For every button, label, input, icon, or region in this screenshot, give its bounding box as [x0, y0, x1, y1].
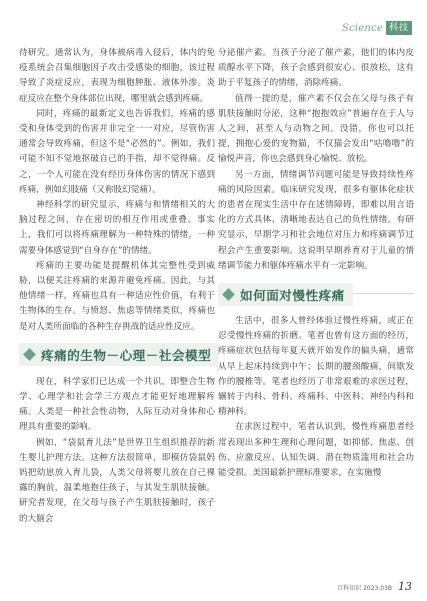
section-word: Science — [342, 22, 383, 34]
left-column — [19, 46, 215, 527]
paragraph: 例如，“袋鼠育儿法”是世界卫生组织推荐的新生婴儿护理方法。这种方法很简单，即模仿袋鼠妈妈把幼崽放入育儿袋，人类父母将婴儿放在自己裸露的胸前，温柔地抱住孩子，与其发生肌肤接触。研究者发现，在父母与孩子产生肌肤接触时，孩子的大脑会 — [19, 437, 215, 524]
section-tag — [342, 20, 412, 36]
section-heading — [218, 282, 414, 306]
paragraph: 待研究。通常认为，身体被病毒入侵后，体内的免疫系统会召集细胞因子攻击受感染的细胞，该过程导致了炎症反应，表现为细胞肿胀、液体外渗。炎症反应在整个身体部位出现，哪里就会感到疼痛。 — [19, 48, 215, 104]
right-column — [218, 46, 414, 481]
page-header — [0, 0, 427, 44]
page-number: 13 — [398, 580, 412, 593]
paragraph: 在求医过程中，笔者认识到，慢性疼痛患者经常表现出多种生理和心理问题，如抑郁、焦虑、创伤、应激反应、认知失调、潜在物质滥用和社会功能受损。美国最新护理标准要求，在实施慢 — [218, 422, 414, 479]
paragraph: 分泌催产素。当孩子分泌了催产素，他们的体内皮质醇水平下降，孩子会感到很安心、很放松，这有助于平复孩子的情绪，消除疼痛。 — [218, 48, 414, 89]
heading-title: 疼痛的生物－心理－社会模型 — [41, 348, 212, 364]
paragraph: 另一方面，情绪调节问题可能是导致持续性疼痛的风险因素。临床研究发现，很多有躯体化症状的患者在现实生活中存在述情障碍，即难以用言语化的方式具体、清晰地表达自己的负性情绪。有研究显示，早期学习和社会地位对压力和疼痛调节过程会产生重要影响。这说明早期养育对于儿童的情绪调节能力和躯体疼痛水平有一定影响。 — [218, 169, 414, 271]
paragraph: 值得一提的是，催产素不仅会在父母与孩子有肌肤接触时分泌，这种“抱抱效应”普遍存在于人与人之间，甚至人与动物之间。没错，你也可以托提，拥抱心爱的宠物猫，不仅猫会发出“咕噜噜”的愉悦声音，你也会感到身心愉悦、放松。 — [218, 93, 414, 165]
heading-box — [19, 343, 219, 366]
paragraph: 现在，科学家们已达成一个共识，即整合生物学、心理学和社会学三方观点才能更好地理解疼痛。人类是一种社会性动物，人际互动对身体和心理具有重要的影响。 — [19, 376, 215, 433]
section-heading — [19, 343, 215, 367]
journal-info: 百科知识 2023.03B — [337, 585, 392, 592]
paragraph: 疼痛的主要功能是提醒机体其完整性受到威胁，以便关注疼痛的来源并避免疼痛。因此，与其他情绪一样，疼痛也具有一种适应性价值，有利于生物体的生存。与愤怒、焦虑等情绪类似，疼痛也是对人类所面临的各种生存挑战的适应性反应。 — [19, 260, 215, 332]
page-footer — [337, 580, 412, 593]
section-badge: 科技 — [386, 21, 412, 35]
diamond-icon — [23, 348, 36, 361]
heading-title: 如何面对慢性疼痛 — [240, 287, 345, 303]
heading-box — [218, 283, 353, 306]
paragraph: 生活中，很多人曾经体验过慢性疼痛，或正在忍受慢性疼痛的折磨。笔者也曾有这方面的经历，疼痛症状包括每年夏天就开始发作的偏头痛，通常从早上起床持续到中午；长期的腰颈酸痛，间歇发作的腰椎等。笔者也经历了非常艰难的求医过程，辗转于内科、骨科、疼痛科、中医科、神经内科和精神科。 — [218, 316, 414, 418]
paragraph: 神经科学的研究显示，疼痛与和情绪相关的大脑过程之间，存在密切的相互作用或重叠。事实上，我们可以将疼痛理解为一种特殊的情绪，一种需要身体感觉到“自身存在”的情绪。 — [19, 200, 215, 256]
diamond-icon — [222, 288, 235, 301]
paragraph: 同时，疼痛的最新定义也告诉我们，疼痛的感受和身体受到的伤害并非完全一一对应，尽管伤害通常会导致疼痛，但这不是“必然的”。例如，我们可能不知不觉地抠破自己的手指，却不觉得痛。反之，一个人可能在没有经历身体伤害的情况下感到疼痛，例如幻肢痛（又称肢幻觉痛）。 — [19, 108, 215, 195]
